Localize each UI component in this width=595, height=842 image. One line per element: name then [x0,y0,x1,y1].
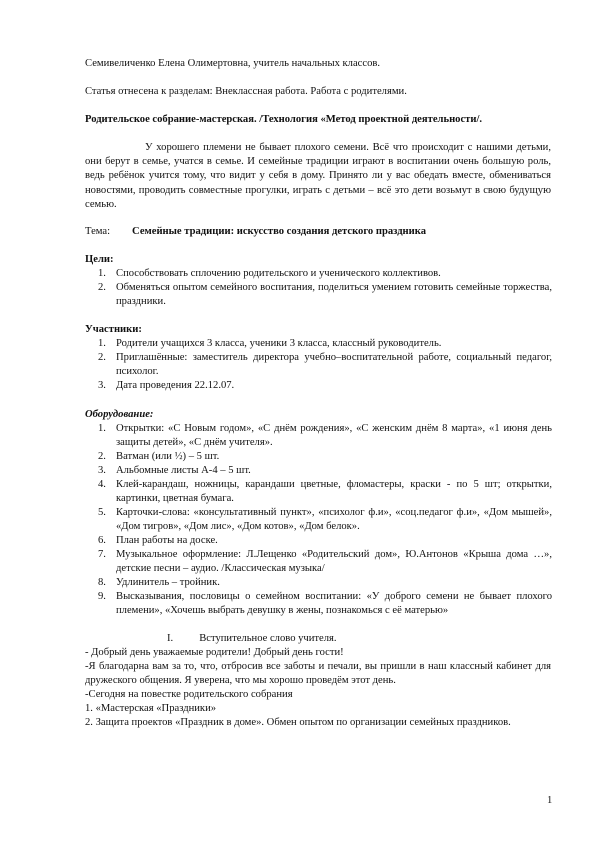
list-item [98,379,552,393]
list-text: Музыкальное оформление: Л.Лещенко «Родительский дом», Ю.Антонов «Крыша дома …», детские песни – аудио. /Классическая музыка/ [116,549,552,574]
list-number: 6. [98,535,106,546]
list-text: Альбомные листы А-4 – 5 шт. [116,465,251,476]
list-number: 1. [98,423,106,434]
list-number: 2. [98,282,106,293]
equipment-heading: Оборудование: [85,409,154,420]
list-number: 4. [98,479,106,490]
list-item [98,478,552,506]
list-item [98,422,552,450]
list-text: Дата проведения 22.12.07. [116,380,235,391]
participants-heading: Участники: [85,324,142,335]
goals-heading: Цели: [85,254,114,265]
list-text: Родители учащихся 3 класса, ученики 3 класса, классный руководитель. [116,338,442,349]
list-number: 2. [98,451,106,462]
list-number: 8. [98,577,106,588]
section-number: I. [167,633,174,644]
section-title: Вступительное слово учителя. [199,633,337,644]
list-text: План работы на доске. [116,535,218,546]
list-item [98,450,552,464]
list-item [98,506,552,534]
list-number: 3. [98,380,106,391]
body-paragraph: -Я благодарна вам за то, что, отбросив все заботы и печали, вы пришли в наш классный кабинет для дружеского общения. Я уверена, что мы хорошо проведём этот день. [85,661,551,686]
list-text: Клей-карандаш, ножницы, карандаши цветные, фломастеры, краски - по 5 шт; открытки, картинки, цветная бумага. [116,479,552,504]
list-text: Удлинитель – тройник. [116,577,220,588]
intro-paragraph: У хорошего племени не бывает плохого семени. Всё что происходит с нашими детьми, они берут в семье, учатся в семье. И семейные традиции играют в воспитании очень большую роль, ведь ребёнок учится тому, что видит у себя в дому. Принято ли у вас обедать вместе, обмениваться новостями, проводить совместные прогулки, играть с детьми – всё это дети возьмут в свою будущую семью. [85,142,551,210]
list-item [98,281,552,309]
body-line: - Добрый день уважаемые родители! Добрый день гости! [85,647,344,658]
list-text: Ватман (или ½) – 5 шт. [116,451,220,462]
list-number: 2. [98,352,106,363]
author-line: Семивеличенко Елена Олимертовна, учитель начальных классов. [85,58,381,69]
list-number: 7. [98,549,106,560]
list-text: Обменяться опытом семейного воспитания, поделиться умением готовить семейные торжества, праздники. [116,282,552,307]
list-text: Высказывания, пословицы о семейном воспитании: «У доброго семени не бывает плохого племени», «Хочешь выбрать девушку в жены, познакомься с её матерью» [116,591,552,616]
document-title: Родительское собрание-мастерская. /Технология «Метод проектной деятельности/. [85,114,483,125]
list-number: 5. [98,507,106,518]
list-item [98,464,552,478]
theme-label: Тема: [85,226,111,237]
list-text: Карточки-слова: «консультативный пункт», «психолог ф.и», «соц.педагог ф.и», «Дом мышей», «Дом тигров», «Дом лис», «Дом котов», «Дом белок». [116,507,552,532]
list-number: 9. [98,591,106,602]
page-number: 1 [547,795,553,806]
body-paragraph: 2. Защита проектов «Праздник в доме». Обмен опытом по организации семейных праздников. [85,717,511,728]
list-text: Приглашённые: заместитель директора учебно–воспитательной работе, социальный педагог, психолог. [116,352,552,377]
body-line: -Сегодня на повестке родительского собрания [85,689,293,700]
list-item [98,534,552,548]
sections-line: Статья отнесена к разделам: Внеклассная работа. Работа с родителями. [85,86,407,97]
theme-text: Семейные традиции: искусство создания детского праздника [132,226,427,237]
section-heading [167,632,337,646]
body-line: 1. «Мастерская «Праздники» [85,703,217,714]
list-text: Открытки: «С Новым годом», «С днём рождения», «С женским днём 8 марта», «1 июня день защиты детей», «С днём учителя». [116,423,552,448]
list-number: 1. [98,338,106,349]
list-item [98,351,552,379]
list-item [98,548,552,576]
theme-line [85,225,426,239]
list-text: Способствовать сплочению родительского и ученического коллективов. [116,268,441,279]
list-item [98,590,552,618]
list-item [98,576,552,590]
list-item [98,267,552,281]
list-item [98,337,552,351]
list-number: 3. [98,465,106,476]
list-number: 1. [98,268,106,279]
